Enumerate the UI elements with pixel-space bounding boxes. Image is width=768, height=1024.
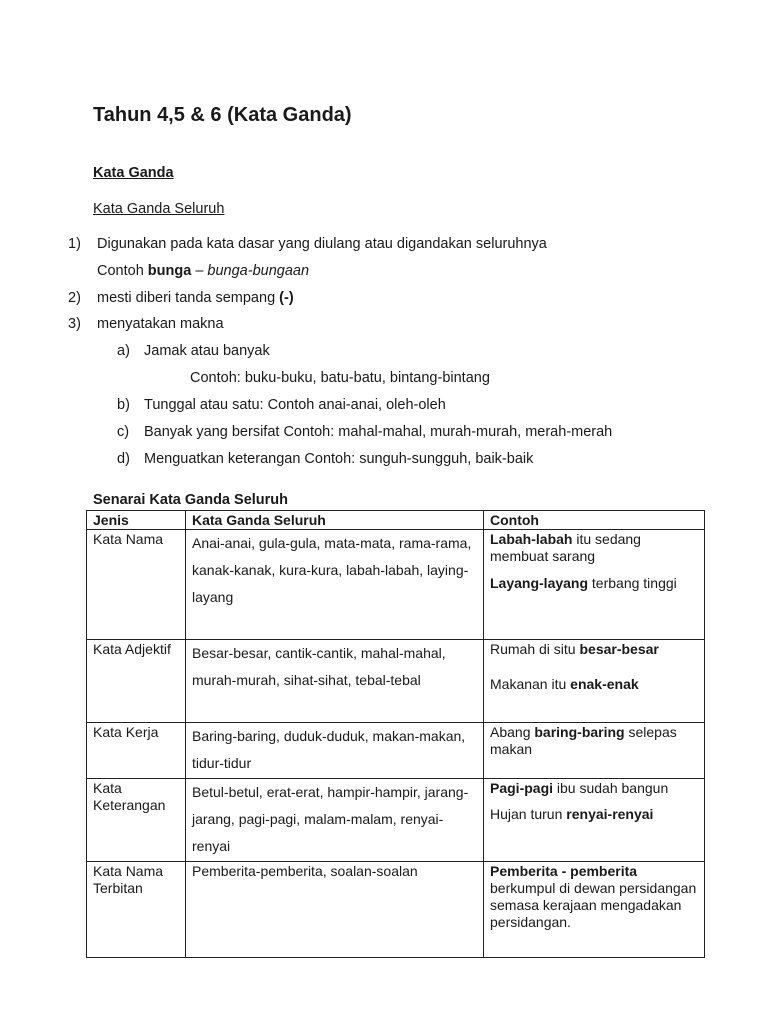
page-title: Tahun 4,5 & 6 (Kata Ganda) — [93, 104, 352, 126]
rule2-text: mesti diberi tanda sempang — [97, 290, 280, 306]
cell-kata-ganda: Betul-betul, erat-erat, hampir-hampir, jarang-jarang, pagi-pagi, malam-malam, renyai-renyai — [186, 779, 484, 862]
cell-jenis: Kata Adjektif — [87, 640, 186, 723]
meaning-text-d: Menguatkan keterangan Contoh: sunguh-sungguh, baik-baik — [144, 451, 534, 467]
example-word: besar-besar — [579, 641, 659, 657]
example-pre: Hujan turun — [490, 806, 567, 822]
kata-ganda-table — [86, 510, 705, 958]
example-rest: selepas makan — [490, 724, 677, 757]
header-jenis: Jenis — [87, 511, 186, 530]
meaning-text-b: Tunggal atau satu: Contoh anai-anai, oleh-oleh — [144, 397, 446, 413]
example-sentence — [490, 780, 698, 797]
example-word: Layang-layang — [490, 575, 589, 591]
cell-jenis: Kata Keterangan — [87, 779, 186, 862]
header-contoh: Contoh — [484, 511, 705, 530]
cell-contoh — [484, 723, 705, 779]
rule1-example-dash: – — [191, 263, 208, 279]
example-word: Pemberita - pemberita — [490, 863, 638, 879]
example-sentence — [490, 806, 698, 823]
example-sentence — [490, 676, 698, 693]
example-pre: Rumah di situ — [490, 641, 580, 657]
meaning-letter-b: b) — [117, 397, 130, 413]
rule-text-3: menyatakan makna — [97, 316, 224, 332]
example-word: enak-enak — [570, 676, 639, 692]
rule1-example — [97, 263, 309, 279]
rule1-example-derived: bunga-bungaan — [207, 263, 310, 279]
rule-number-2: 2) — [68, 290, 81, 306]
example-pre: Abang — [490, 724, 535, 740]
example-word: Pagi-pagi — [490, 780, 554, 796]
rule-text-1: Digunakan pada kata dasar yang diulang atau digandakan seluruhnya — [97, 236, 547, 252]
example-rest: terbang tinggi — [588, 575, 677, 591]
meaning-letter-d: d) — [117, 451, 130, 467]
cell-kata-ganda: Pemberita-pemberita, soalan-soalan — [186, 862, 484, 958]
cell-contoh — [484, 862, 705, 958]
rule1-example-label: Contoh — [97, 263, 148, 279]
table-row — [87, 862, 705, 958]
example-sentence — [490, 575, 698, 592]
cell-jenis: Kata Kerja — [87, 723, 186, 779]
header-kata-ganda-seluruh: Kata Ganda Seluruh — [186, 511, 484, 530]
cell-jenis: Kata Nama — [87, 530, 186, 640]
rule1-example-word: bunga — [147, 263, 192, 279]
example-sentence — [490, 724, 698, 758]
subsection-heading: Kata Ganda Seluruh — [93, 201, 225, 217]
example-rest: ibu sudah bangun — [553, 780, 669, 796]
example-word: baring-baring — [534, 724, 625, 740]
table-row — [87, 640, 705, 723]
meaning-letter-a: a) — [117, 343, 130, 359]
cell-contoh — [484, 640, 705, 723]
example-sentence — [490, 531, 698, 565]
cell-kata-ganda: Besar-besar, cantik-cantik, mahal-mahal, murah-murah, sihat-sihat, tebal-tebal — [186, 640, 484, 723]
example-pre: Makanan itu — [490, 676, 571, 692]
rule-number-3: 3) — [68, 316, 81, 332]
cell-kata-ganda: Baring-baring, duduk-duduk, makan-makan, tidur-tidur — [186, 723, 484, 779]
table-header-row — [87, 511, 705, 530]
table-row — [87, 723, 705, 779]
table-row — [87, 530, 705, 640]
example-word: renyai-renyai — [566, 806, 654, 822]
cell-contoh — [484, 530, 705, 640]
example-rest: berkumpul di dewan persidangan semasa kerajaan mengadakan persidangan. — [490, 880, 697, 930]
meaning-text-a: Jamak atau banyak — [144, 343, 270, 359]
example-word: Labah-labah — [490, 531, 573, 547]
meaning-a-example: Contoh: buku-buku, batu-batu, bintang-bintang — [190, 370, 490, 386]
section-heading: Kata Ganda — [93, 165, 174, 181]
cell-kata-ganda: Anai-anai, gula-gula, mata-mata, rama-rama, kanak-kanak, kura-kura, labah-labah, laying-layang — [186, 530, 484, 640]
example-rest: itu sedang membuat sarang — [490, 531, 641, 564]
table-caption: Senarai Kata Ganda Seluruh — [93, 492, 289, 508]
meaning-text-c: Banyak yang bersifat Contoh: mahal-mahal, murah-murah, merah-merah — [144, 424, 613, 440]
cell-contoh — [484, 779, 705, 862]
meaning-letter-c: c) — [117, 424, 130, 440]
table-row — [87, 779, 705, 862]
rule-number-1: 1) — [68, 236, 81, 252]
cell-jenis: Kata Nama Terbitan — [87, 862, 186, 958]
rule2-symbol: (-) — [279, 290, 294, 306]
example-sentence — [490, 641, 698, 658]
rule-text-2 — [97, 290, 294, 306]
